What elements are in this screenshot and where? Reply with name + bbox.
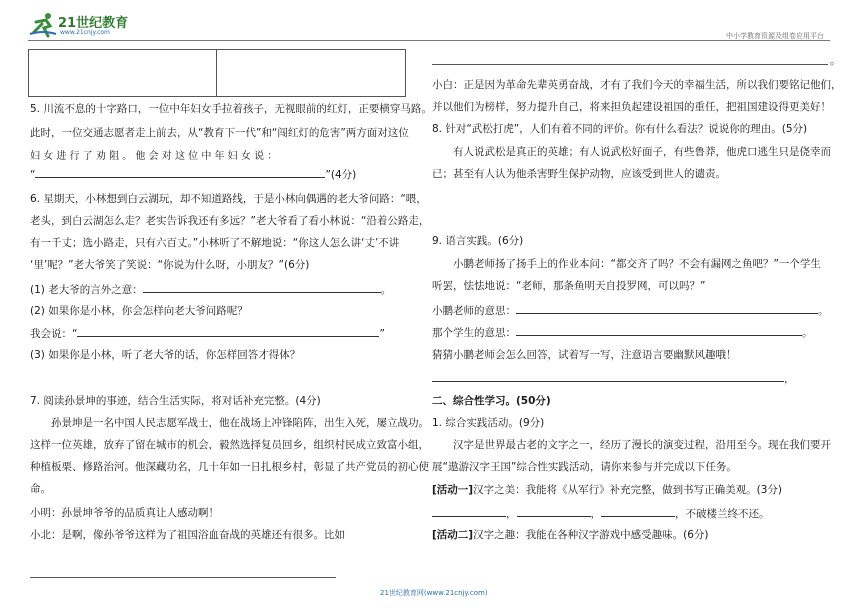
poem-blank-2[interactable] (517, 506, 591, 517)
q6-sub1: (1) 老大爷的言外之意： 。 (30, 284, 392, 296)
q9-sub2-blank[interactable] (516, 325, 802, 336)
q9-sub3-answer: ， (432, 371, 795, 386)
logo-sub-text: www.21cnjy.com (60, 29, 110, 36)
q5-answer-blank[interactable] (35, 167, 325, 178)
q7-line2: 孙景坤是一名中国人民志愿军战士，他在战场上冲锋陷阵，出生入死，屡立战功。 (51, 417, 429, 429)
q7-line7: 小北：是啊，像孙爷爷这样为了祖国浴血奋战的英雄还有很多。比如 (30, 529, 345, 541)
answer-table-divider (216, 50, 217, 96)
q9-sub3-blank[interactable] (432, 371, 784, 382)
q5-line1: 5. 川流不息的十字路口，一位中年妇女手拉着孩子，无视眼前的红灯，正要横穿马路。 (30, 103, 432, 115)
q9-line2: 小鹏老师扬了扬手上的作业本问：“都交齐了吗？不会有漏网之鱼吧？”一个学生 (453, 258, 821, 270)
q6-line3: 有一千丈；选小路走，只有六百丈。”小林听了不解地说：“你这人怎么讲‘丈’不讲 (30, 237, 400, 249)
activity2-tag: [活动二] (432, 529, 474, 541)
q7-line4: 种植板栗、修路治河。他深藏功名，几十年如一日扎根乡村，彰显了共产党员的初心使 (30, 461, 429, 473)
q7-line5: 命。 (30, 483, 51, 495)
q6-sub2: (2) 如果你是小林，你会怎样向老大爷问路呢？ (30, 305, 248, 317)
activity1: [活动一]汉字之美：我能将《从军行》补充完整，做到书写正确美观。(3分) (432, 484, 782, 496)
q6-line1: 6. 星期天，小林想到白云湖玩，却不知道路线，于是小林向偶遇的老大爷问路：“喂， (30, 193, 427, 205)
q7-line1: 7. 阅读孙景坤的事迹，结合生活实际，将对话补充完整。(4分) (30, 395, 321, 407)
header-rule (28, 40, 830, 41)
q1-line3: 展“遨游汉字王国”综合性实践活动，请你来参与并完成以下任务。 (432, 461, 737, 473)
q5-answer-line: “ ”(4分) (30, 169, 357, 181)
q7-answer-blank[interactable] (30, 577, 336, 578)
activity1-tag: [活动一] (432, 484, 474, 496)
q9-line3: 听罢，怯怯地说：“老师，那条鱼明天自投罗网，可以吗？” (432, 280, 706, 292)
xiaobai-line1: 小白：正是因为革命先辈英勇奋战，才有了我们今天的幸福生活，所以我们要铭记他们， (432, 79, 842, 91)
poem-blank-1[interactable] (432, 506, 506, 517)
q8-line1: 8. 针对“武松打虎”，人们有着不同的评价。你有什么看法？说说你的理由。(5分) (432, 123, 808, 135)
logo-main-text: 21世纪教育 (58, 16, 129, 31)
q8-line2: 有人说武松是真正的英雄；有人说武松好面子，有些鲁莽，他虎口逃生只是侥幸而 (453, 146, 831, 158)
poem-blank-3[interactable] (601, 506, 675, 517)
q6-sub2-blank[interactable] (77, 326, 379, 337)
right-top-end: 。 (830, 55, 841, 67)
site-logo (28, 10, 148, 42)
xiaobai-line2: 并以他们为榜样，努力提升自己，将来担负起建设祖国的重任，把祖国建设得更美好！ (432, 101, 831, 113)
q5-line3: 妇 女 进 行 了 劝 阻 。 他 会 对 这 位 中 年 妇 女 说 ： (30, 151, 278, 162)
answer-table (28, 49, 406, 97)
activity2: [活动二]汉字之趣：我能在各种汉字游戏中感受趣味。(6分) (432, 529, 709, 541)
q7-line3: 这样一位英雄，放弃了留在城市的机会，毅然选择复员回乡，组织村民成立致富小组， (30, 439, 429, 451)
right-top-blank[interactable] (432, 64, 828, 65)
q6-sub3: (3) 如果你是小林，听了老大爷的话，你怎样回答才得体？ (30, 349, 301, 361)
platform-label: 中小学教育资源及组卷应用平台 (726, 32, 824, 40)
q7-line6: 小明：孙景坤爷爷的品质真让人感动啊！ (30, 507, 219, 519)
q9-line1: 9. 语言实践。(6分) (432, 235, 524, 247)
footer-site: 21世纪教育网(www.21cnjy.com) (380, 589, 488, 597)
q6-sub1-blank[interactable] (143, 282, 381, 293)
q9-sub1: 小鹏老师的意思： 。 (432, 305, 829, 317)
q9-sub1-blank[interactable] (516, 303, 818, 314)
q6-line2: 老头，到白云湖怎么走？老实告诉我还有多远？”老大爷看了看小林说：“沿着公路走， (30, 215, 430, 227)
runner-logo-icon (28, 12, 58, 38)
q6-sub2-answer: 我会说：“ ” (30, 328, 385, 340)
q5-line2: 此时，一位交通志愿者走上前去，从“教育下一代”和“闯红灯的危害”两方面对这位 (30, 127, 409, 139)
q8-line3: 已；甚至有人认为他杀害野生保护动物，应该受到世人的谴责。 (432, 168, 726, 180)
section2-heading: 二、综合性学习。(50分) (432, 395, 551, 407)
q1-line2: 汉字是世界最古老的文字之一，经历了漫长的演变过程，沿用至今。现在我们要开 (453, 439, 831, 451)
q9-sub2: 那个学生的意思： 。 (432, 327, 813, 339)
activity1-poem: ， ， ，不破楼兰终不还。 (432, 506, 770, 521)
q6-line4: ‘里’呢？”老大爷笑了笑说：“你说为什么呀，小朋友？”(6分) (30, 259, 310, 271)
q9-sub3: 猜猜小鹏老师会怎么回答，试着写一写，注意语言要幽默风趣哦！ (432, 349, 737, 361)
q1-line1: 1. 综合实践活动。(9分) (432, 417, 545, 429)
